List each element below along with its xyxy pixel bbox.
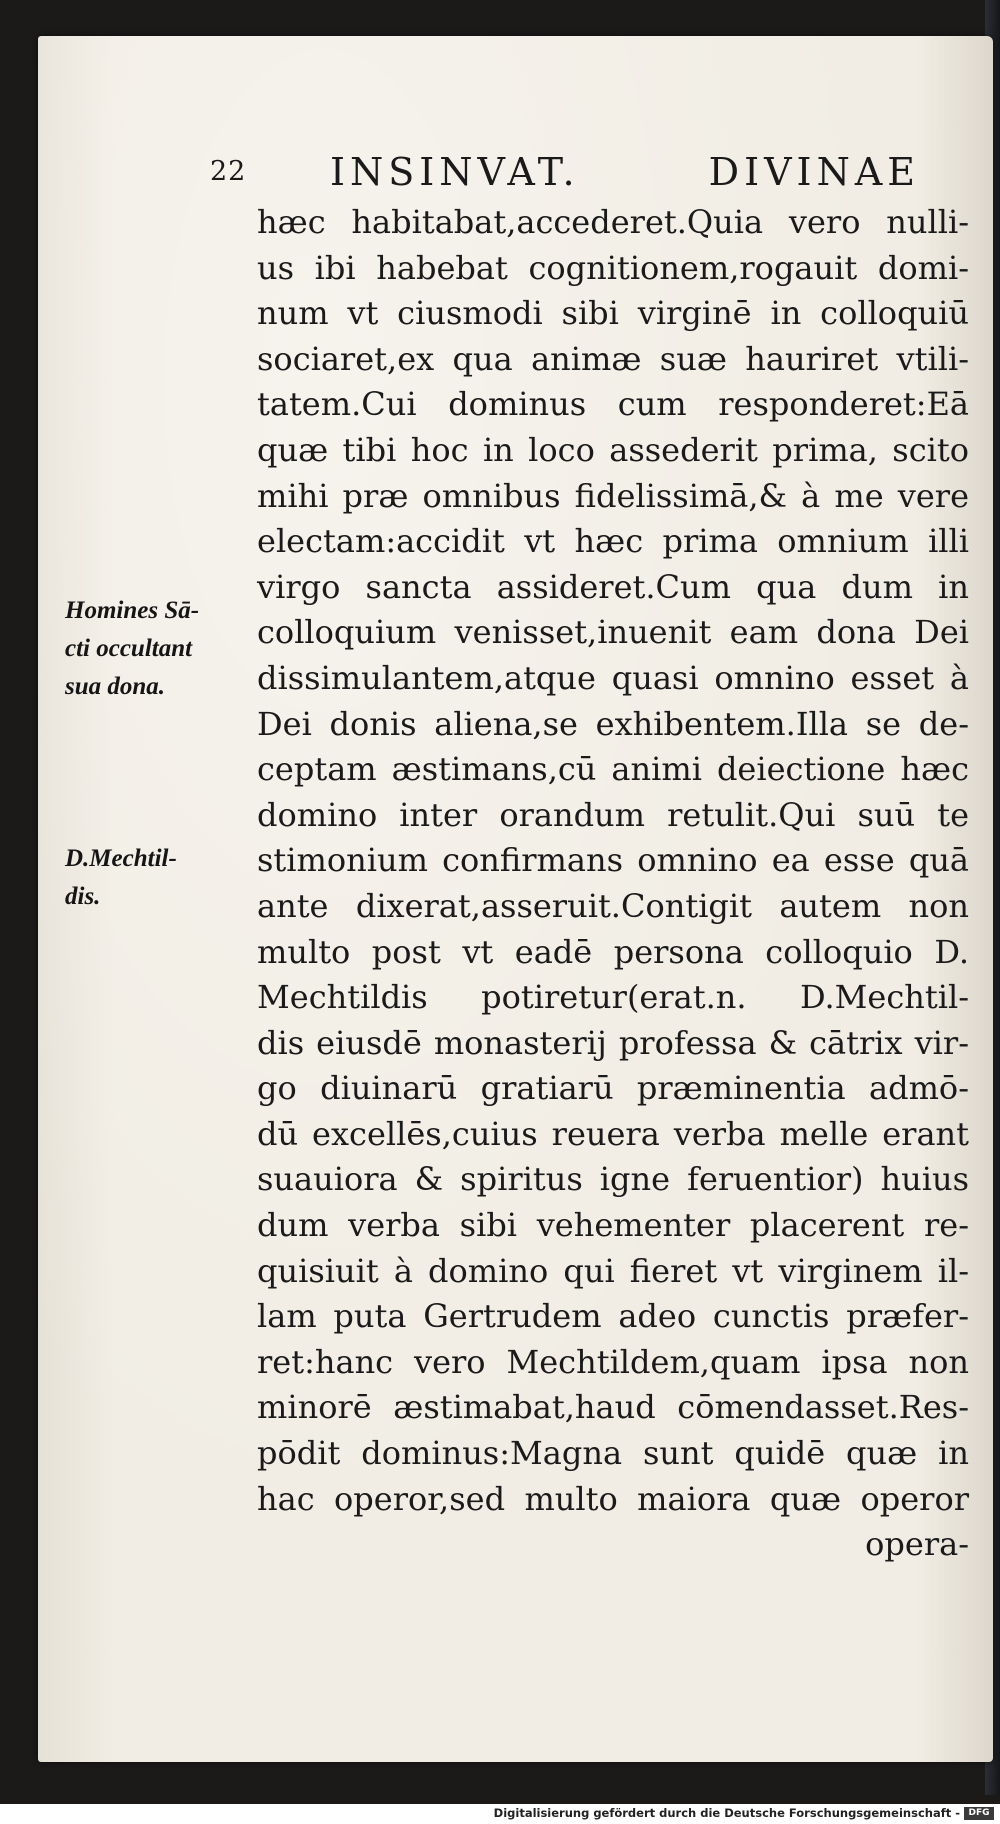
text-line: dum verba sibi vehementer placerent re- <box>257 1206 969 1245</box>
text-line: go diuinarū gratiarū præminentia admō- <box>257 1069 969 1108</box>
page-header <box>210 150 920 194</box>
text-line: us ibi habebat cognitionem,rogauit domi- <box>257 248 969 287</box>
margin-note-line: cti occultant <box>65 635 193 662</box>
margin-note-line: dis. <box>65 883 101 910</box>
text-line: num vt ciusmodi sibi virginē in colloquiū <box>257 294 969 333</box>
text-line: ceptam æstimans,cū animi deiectione hæc <box>257 750 969 789</box>
text-line: stimonium confirmans omnino ea esse quā <box>257 841 969 880</box>
footer-credit: Digitalisierung gefördert durch die Deutsche Forschungsgemeinschaft - <box>493 1806 960 1820</box>
running-title: INSINVAT. DIVINAE <box>330 150 920 194</box>
text-line: dis eiusdē monasterij professa & cātrix vir- <box>257 1023 969 1062</box>
text-line: Dei donis aliena,se exhibentem.Illa se de- <box>257 704 969 743</box>
text-line: electam:accidit vt hæc prima omnium illi <box>257 522 969 561</box>
margin-note-line: Homines Sā- <box>65 597 200 624</box>
text-line: multo post vt eadē persona colloquio D. <box>257 932 969 971</box>
text-line: hac operor,sed multo maiora quæ operor <box>257 1479 969 1518</box>
margin-note-line: D.Mechtil- <box>65 845 177 872</box>
margin-note-mechtildis <box>65 840 265 916</box>
main-text-block <box>257 200 969 1568</box>
text-line: pōdit dominus:Magna sunt quidē quæ in <box>257 1434 969 1473</box>
text-line: Mechtildis potiretur(erat.n. D.Mechtil- <box>257 978 969 1017</box>
text-line: suauiora & spiritus igne feruentior) huius <box>257 1160 969 1199</box>
text-line: dū excellēs,cuius reuera verba melle erant <box>257 1114 969 1153</box>
text-line: ante dixerat,asseruit.Contigit autem non <box>257 886 969 925</box>
text-line: mihi præ omnibus fidelissimā,& à me vere <box>257 476 969 515</box>
text-line: hæc habitabat,accederet.Quia vero nulli- <box>257 203 969 241</box>
margin-note-saints <box>65 592 265 706</box>
text-line: lam puta Gertrudem adeo cunctis præfer- <box>257 1297 969 1336</box>
text-line: sociaret,ex qua animæ suæ hauriret vtili- <box>257 339 969 378</box>
digitization-footer <box>0 1804 1000 1824</box>
text-line: domino inter orandum retulit.Qui suū te <box>257 795 969 834</box>
page-number: 22 <box>210 156 247 187</box>
text-line: tatem.Cui dominus cum responderet:Eā <box>257 385 969 424</box>
text-line: minorē æstimabat,haud cōmendasset.Res- <box>257 1388 969 1427</box>
text-line: dissimulantem,atque quasi omnino esset à <box>257 658 969 697</box>
text-line: virgo sancta assideret.Cum qua dum in <box>257 567 969 606</box>
text-line: quisiuit à domino qui fieret vt virginem il- <box>257 1251 969 1290</box>
catchword: opera- <box>865 1525 969 1564</box>
margin-note-line: sua dona. <box>65 673 166 700</box>
dfg-logo-icon: DFG <box>964 1807 994 1820</box>
text-line: ret:hanc vero Mechtildem,quam ipsa non <box>257 1342 969 1381</box>
text-line: colloquium venisset,inuenit eam dona Dei <box>257 613 969 652</box>
text-line: quæ tibi hoc in loco assederit prima, scito <box>257 430 969 469</box>
